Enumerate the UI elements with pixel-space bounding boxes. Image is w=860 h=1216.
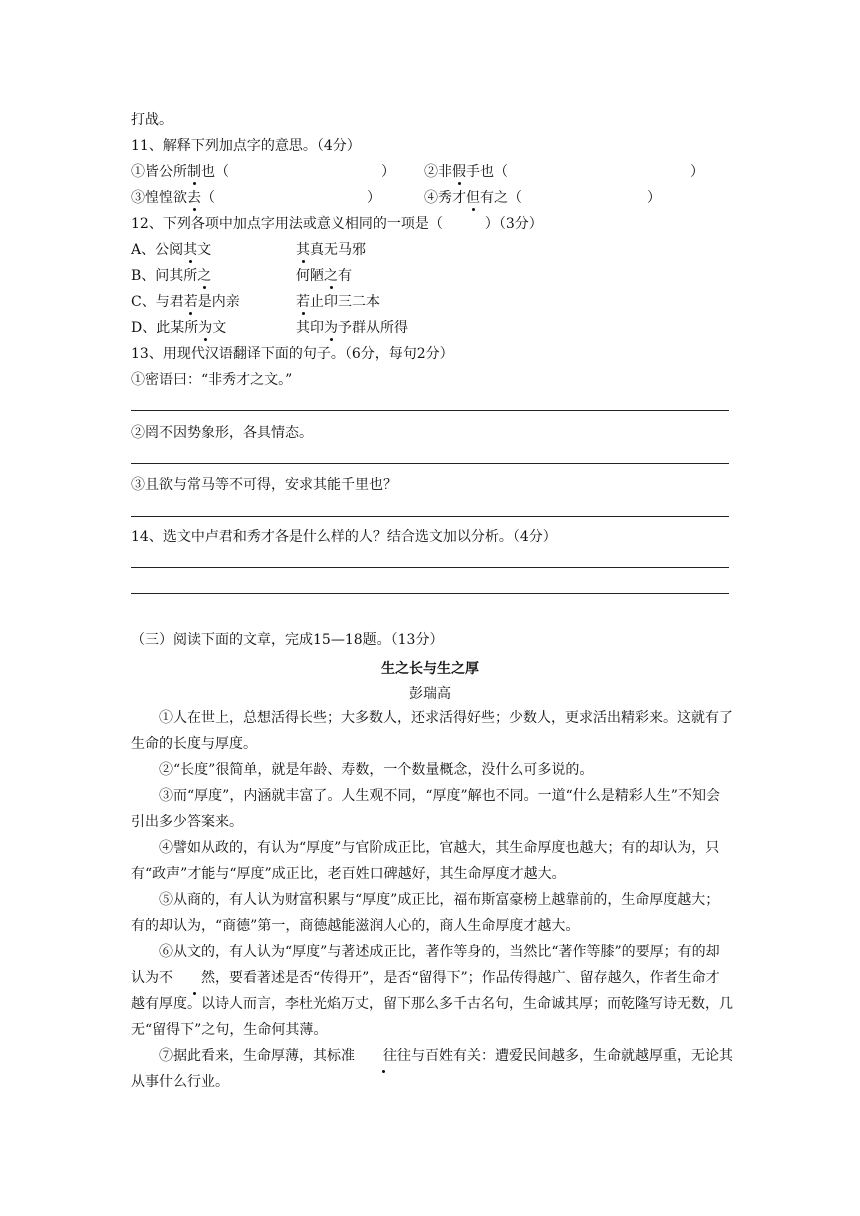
text-segment: 其印 [296,320,324,336]
q12-option-c-left [131,293,240,311]
q12-prompt: 12、下列各项中加点字用法或意义相同的一项是（ ）（3分） [131,216,543,232]
article-paragraph-7 [131,1043,733,1095]
q12-option-d-right [296,319,408,337]
q11-item-1 [131,163,229,181]
text-segment: C、与君 [131,294,184,310]
q12-option-c-right [296,293,380,311]
article-paragraph-4: ④譬如从政的，有认为“厚度”与官阶成正比，官越大，其生命厚度也越大；有的却认为，只有“政声”才能与“厚度”成正比，老百姓口碑越好，其生命厚度才越大。 [131,840,720,882]
dotted-char: 然 [173,965,215,991]
q11-item-1-dotted-char: 制 [187,164,201,180]
text-segment: D、此某所 [131,320,199,336]
text-segment: 是内亲 [197,294,240,310]
q11-prompt: 11、解释下列加点字的意思。（4分） [131,138,361,154]
q11-item-2-close: ） [690,164,704,180]
q12-option-b-left [131,267,211,285]
dotted-char: 若 [183,294,198,310]
dotted-char: 为 [324,320,338,336]
text-segment: ，要看著述是否“传得开”，是否“留得下”；作品传得越广、留存越久，作者生命才越有厚度。以诗人而言，李杜光焰万丈，留下那么多千古名句，生命诚其厚；而乾隆写诗无数，几无“留得下”之句，生命何其薄。 [131,970,733,1038]
q12-option-a-left [131,241,211,259]
q11-item-4-close: ） [647,190,661,206]
section3-heading: （三）阅读下面的文章，完成15—18题。（13分） [131,632,444,648]
article-paragraph-2: ②“长度”很简单，就是年龄、寿数，一个数量概念，没什么可多说的。 [159,762,594,778]
q11-item-4-pre: ④秀才 [424,190,466,206]
answer-line [131,463,729,464]
article-title: 生之长与生之厚 [381,661,479,677]
text-segment: 文 [212,320,227,336]
text-segment: 止印三二本 [310,294,380,310]
answer-line [131,410,729,411]
q12-option-a-right [296,241,366,259]
article-paragraph-3: ③而“厚度”，内涵就丰富了。人生观不同，“厚度”解也不同。一道“什么是精彩人生”不知会引出多少答案来。 [131,788,720,830]
text-segment: A、公阅 [131,242,184,258]
q11-item-1-pre: ①皆公所 [131,164,187,180]
q11-item-3-dotted-char: 去 [187,190,201,206]
answer-line [131,593,729,594]
q12-option-d-left [131,319,226,337]
q11-item-2 [424,163,508,181]
q11-item-1-close: ） [381,164,395,180]
q11-item-4-post: 有之（ [480,190,522,206]
dotted-char: 其 [296,242,310,258]
text-segment: 文 [197,242,212,258]
q11-item-3-pre: ③惶惶欲 [131,190,187,206]
dotted-char: 往往 [355,1043,411,1069]
q11-item-4-dotted-char: 但 [466,190,480,206]
article-paragraph-1: ①人在世上，总想活得长些；大多数人，还求活得好些；少数人，更求活出精彩来。这就有了生命的长度与厚度。 [131,710,733,752]
q13-sentence-1: ①密语曰：“非秀才之文。” [131,372,293,388]
text-segment: 何陋 [296,268,324,284]
dotted-char: 其 [183,242,198,258]
text-segment: ⑥从文的，有人认为“厚度”与著述成正比，著作等身的，当然比“著作等膝”的要厚；有的却认为不 [131,944,720,986]
q13-prompt: 13、用现代汉语翻译下面的句子。（6分，每句2分） [131,346,454,362]
article-author: 彭瑞高 [409,686,451,702]
q13-sentence-2: ②罔不因势象形，各具情态。 [131,425,313,441]
answer-line [131,567,729,568]
dotted-char: 之 [324,268,338,284]
q11-item-3-close: ） [367,190,381,206]
dotted-char: 之 [197,268,212,284]
dotted-char: 为 [198,320,213,336]
q11-item-3 [131,189,215,207]
text-segment: ⑦据此看来，生命厚薄，其标准 [159,1048,355,1064]
text-segment: 真无马邪 [310,242,366,258]
q11-item-4 [424,189,522,207]
q13-sentence-3: ③且欲与常马等不可得，安求其能千里也？ [131,477,397,493]
dotted-char: 若 [296,294,310,310]
q11-item-1-post: 也（ [201,164,229,180]
article-paragraph-6 [131,939,733,1043]
text-segment: 有 [338,268,352,284]
answer-line [131,516,729,517]
article-paragraph-5: ⑤从商的，有人认为财富积累与“厚度”成正比，福布斯富豪榜上越靠前的，生命厚度越大；有的却认为，“商德”第一，商德越能滋润人心的，商人生命厚度才越大。 [131,892,720,934]
q11-item-2-post: 手也（ [466,164,508,180]
text-segment: 予群从所得 [338,320,408,336]
text-segment: 与百姓有关：遭爱民间越多，生命就越厚重，无论其从事什么行业。 [131,1048,733,1090]
q11-item-2-dotted-char: 假 [452,164,466,180]
q11-item-2-pre: ②非 [424,164,452,180]
q14-prompt: 14、选文中卢君和秀才各是什么样的人？结合选文加以分析。（4分） [131,529,557,545]
q12-option-b-right [296,267,352,285]
q11-item-3-post: （ [201,190,215,206]
q10-tail: 打战。 [131,112,173,128]
text-segment: B、问其所 [131,268,198,284]
